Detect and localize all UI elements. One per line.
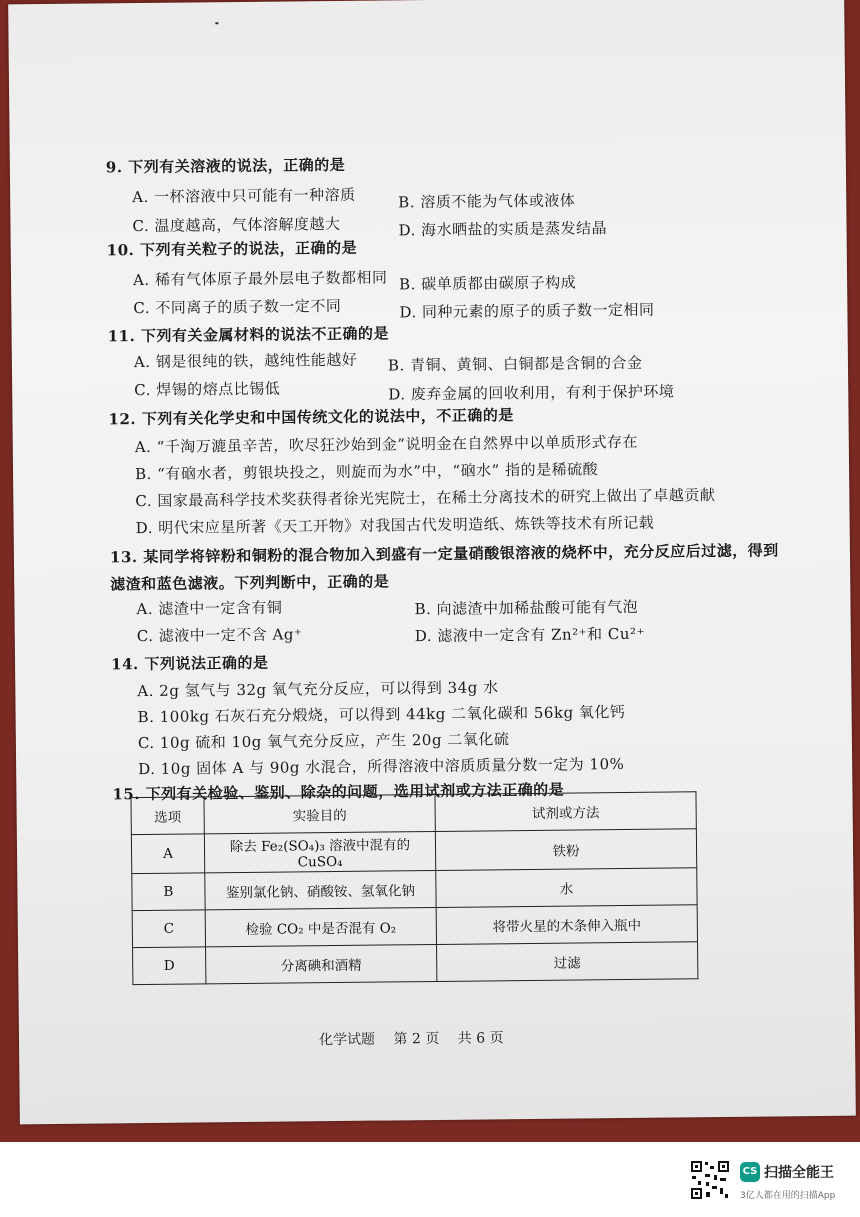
question-13-option-b: B. 向滤渣中加稀盐酸可能有气泡: [414, 597, 639, 619]
table-cell: 除去 Fe₂(SO₄)₃ 溶液中混有的 CuSO₄: [204, 831, 435, 872]
question-14-title: 14. 下列说法正确的是: [110, 653, 269, 674]
table-cell: B: [132, 873, 205, 911]
table-cell: A: [131, 834, 204, 874]
table-header: 选项: [131, 797, 204, 835]
question-13-option-c: C. 滤液中一定不含 Ag⁺: [136, 625, 303, 646]
table-header-row: [131, 792, 696, 835]
table-row: [131, 829, 696, 874]
scanner-tagline: 3亿人都在用的扫描App: [740, 1191, 836, 1201]
question-12-option-d: D. 明代宋应星所著《天工开物》对我国古代发明造纸、炼铁等技术有所记载: [135, 513, 655, 538]
question-15-title: 15. 下列有关检验、鉴别、除杂的问题，选用试剂或方法正确的是: [112, 780, 565, 804]
question-10-option-d: D. 同种元素的原子的质子数一定相同: [399, 300, 655, 322]
table-cell: 将带火星的木条伸入瓶中: [436, 905, 697, 945]
table-cell: 检验 CO₂ 中是否混有 O₂: [205, 907, 436, 946]
question-11-title: 11. 下列有关金属材料的说法不正确的是: [107, 324, 390, 346]
table-cell: 水: [436, 868, 697, 908]
exam-paper: [8, 0, 856, 1124]
footer-page: 第 2 页: [393, 1030, 440, 1048]
question-11-option-a: A. 钢是很纯的铁，越纯性能越好: [133, 350, 358, 372]
question-10-title: 10. 下列有关粒子的说法，正确的是: [106, 238, 358, 260]
question-14-option-b: B. 100kg 石灰石充分煅烧，可以得到 44kg 二氧化碳和 56kg 氧化钙: [137, 702, 626, 727]
question-9-option-a: A. 一杯溶液中只可能有一种溶质: [132, 185, 356, 207]
question-14-option-d: D. 10g 固体 A 与 90g 水混合，所得溶液中溶质质量分数一定为 10%: [138, 754, 625, 779]
table-cell: D: [133, 947, 206, 985]
question-12-title: 12. 下列有关化学史和中国传统文化的说法中，不正确的是: [108, 406, 514, 429]
question-14-option-a: A. 2g 氢气与 32g 氧气充分反应，可以得到 34g 水: [137, 678, 499, 701]
question-13-option-a: A. 滤渣中一定含有铜: [136, 598, 283, 619]
table-cell: C: [132, 910, 205, 948]
question-12-option-b: B. “有硇水者，剪银块投之，则旋而为水”中，“硇水” 指的是稀硫酸: [134, 460, 599, 484]
question-9-title: 9. 下列有关溶液的说法，正确的是: [105, 155, 346, 177]
table-header: 实验目的: [204, 794, 435, 833]
table-cell: 鉴别氯化钠、硝酸铵、氢氧化钠: [205, 870, 436, 909]
question-10-option-c: C. 不同离子的质子数一定不同: [133, 296, 342, 318]
question-11-option-d: D. 废弃金属的回收利用，有利于保护环境: [388, 382, 675, 404]
question-14-option-c: C. 10g 硫和 10g 氧气充分反应，产生 20g 二氧化硫: [137, 730, 510, 753]
table-cell: 分离碘和酒精: [206, 944, 437, 983]
table-cell: 过滤: [437, 942, 698, 982]
table-header: 试剂或方法: [435, 792, 696, 832]
question-11-option-c: C. 焊锡的熔点比锡低: [134, 379, 281, 400]
question-10-option-a: A. 稀有气体原子最外层电子数都相同: [132, 268, 388, 290]
question-13-title-line2: 滤渣和蓝色滤液。下列判断中，正确的是: [110, 572, 390, 594]
footer-subject: 化学试题: [318, 1031, 376, 1049]
table-row: [132, 868, 697, 911]
scanner-watermark-bar: [0, 1142, 860, 1217]
scanner-app-name: 扫描全能王: [764, 1165, 834, 1181]
qr-code-icon: [690, 1160, 730, 1200]
question-11-option-b: B. 青铜、黄铜、白铜都是含铜的合金: [387, 353, 643, 375]
speck: [215, 22, 218, 24]
page-footer: [319, 1027, 518, 1049]
table-cell: 铁粉: [435, 829, 696, 871]
question-10-option-b: B. 碳单质都由碳原子构成: [399, 273, 577, 294]
camscanner-logo-icon: CS: [740, 1162, 760, 1182]
table-row: [133, 942, 698, 985]
footer-total: 共 6 页: [457, 1030, 504, 1047]
options-table: [130, 791, 698, 985]
question-12-option-c: C. 国家最高科学技术奖获得者徐光宪院士，在稀土分离技术的研究上做出了卓越贡献: [135, 486, 716, 511]
question-13-option-d: D. 滤液中一定含有 Zn²⁺和 Cu²⁺: [414, 624, 646, 646]
question-9-option-d: D. 海水晒盐的实质是蒸发结晶: [398, 219, 608, 240]
question-9-option-c: C. 温度越高，气体溶解度越大: [132, 214, 341, 236]
question-9-option-b: B. 溶质不能为气体或液体: [398, 191, 576, 212]
table-row: [132, 905, 697, 948]
question-12-option-a: A. “千淘万漉虽辛苦，吹尽狂沙始到金”说明金在自然界中以单质形式存在: [134, 432, 639, 457]
question-13-title: 13. 某同学将锌粉和铜粉的混合物加入到盛有一定量硝酸银溶液的烧杯中，充分反应后过滤，得到: [109, 541, 779, 567]
